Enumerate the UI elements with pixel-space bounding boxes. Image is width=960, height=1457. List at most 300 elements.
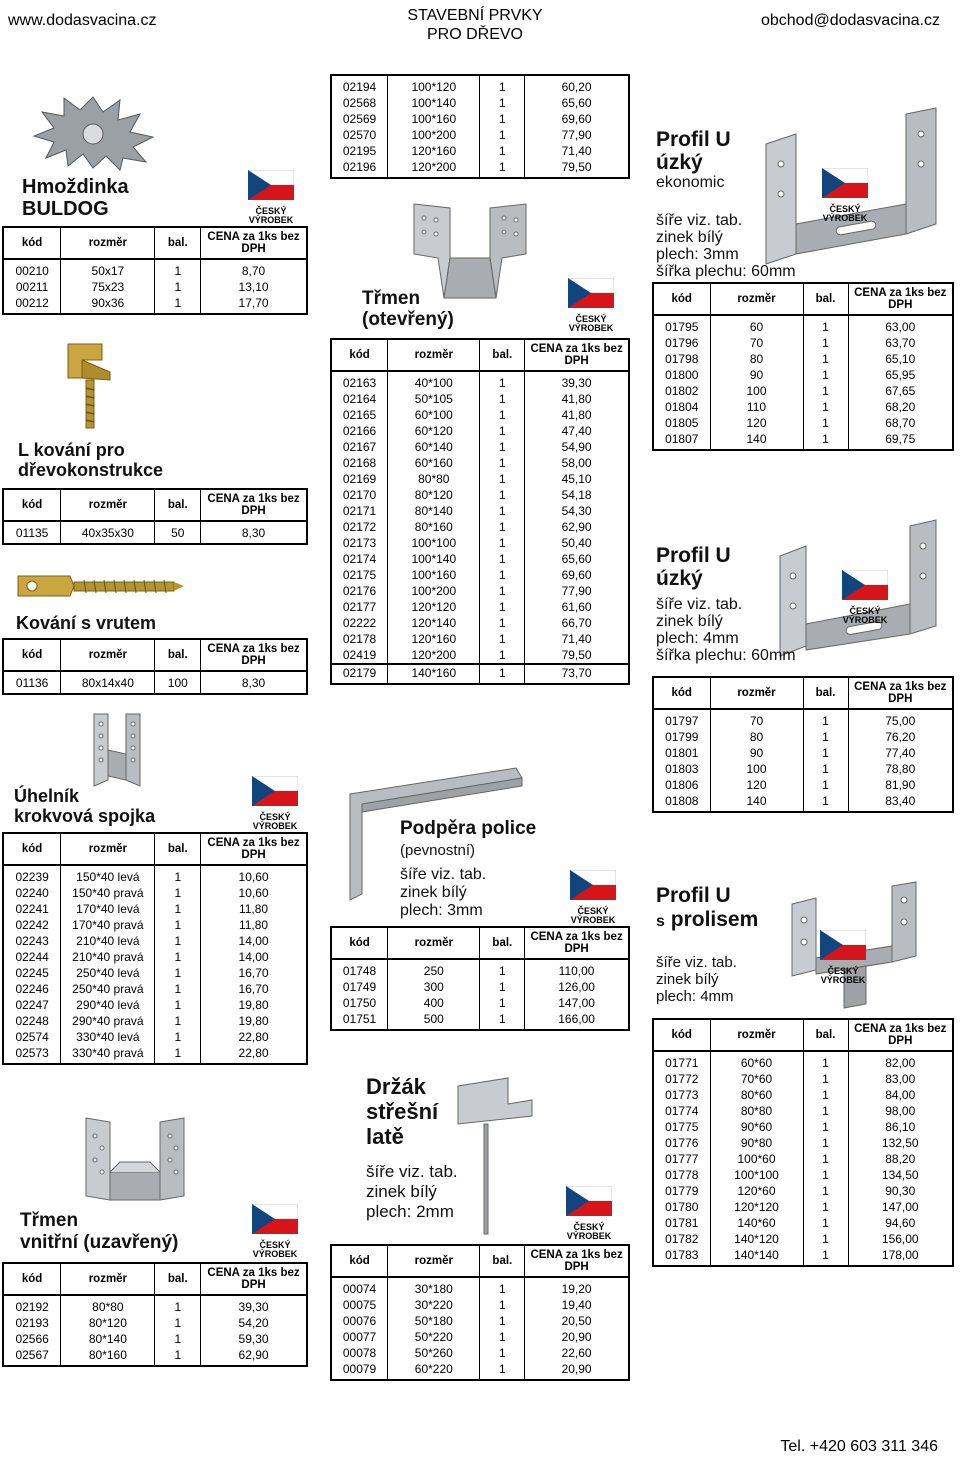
- buldog-price-table: [2, 226, 308, 315]
- table-row: [653, 729, 953, 745]
- cell-code: 01807: [653, 431, 710, 450]
- cell-pack: 1: [155, 1331, 201, 1347]
- cell-price: 63,00: [848, 315, 953, 335]
- cell-size: 50*105: [388, 391, 480, 407]
- cell-price: 54,20: [201, 1315, 307, 1331]
- flag-caption-line1: ČESKÝ: [575, 314, 607, 324]
- table-row: [331, 455, 629, 471]
- czech-flag-icon: [570, 870, 616, 925]
- header-code: kód: [3, 227, 61, 259]
- cell-price: 71,40: [525, 143, 629, 159]
- cell-price: 83,00: [848, 1071, 953, 1087]
- czech-flag-icon: [252, 776, 298, 831]
- cell-code: 02172: [331, 519, 388, 535]
- cell-price: 71,40: [525, 631, 629, 647]
- header-pack: bal.: [803, 1019, 848, 1051]
- screw-bracket-price-table: [2, 638, 308, 695]
- header-price: CENA za 1ks bez DPH: [848, 283, 953, 315]
- cell-price: 156,00: [848, 1231, 953, 1247]
- header-pack: bal.: [155, 639, 201, 671]
- cell-price: 20,90: [525, 1361, 629, 1380]
- profile-narrow-title-line1: Profil U: [656, 544, 731, 567]
- angle-connector-price-table: [2, 832, 308, 1065]
- batten-holder-title-line1: Držák: [366, 1074, 426, 1099]
- batten-holder-title: [366, 1074, 438, 1149]
- cell-pack: 1: [480, 959, 525, 979]
- cell-code: 00079: [331, 1361, 388, 1380]
- cell-price: 41,80: [525, 391, 629, 407]
- phone-number[interactable]: Tel. +420 603 311 346: [780, 1438, 938, 1455]
- cell-code: 00211: [3, 279, 61, 295]
- cell-price: 58,00: [525, 455, 629, 471]
- cell-price: 147,00: [525, 995, 629, 1011]
- spec-finish: zinek bílý: [400, 884, 467, 901]
- cell-code: 01783: [653, 1247, 710, 1266]
- cell-size: 80*120: [61, 1315, 155, 1331]
- header-size: rozměr: [388, 1245, 480, 1277]
- table-row: [3, 1315, 307, 1331]
- table-row: [331, 95, 629, 111]
- prolis-word: prolisem: [670, 908, 759, 931]
- cell-size: 60*60: [710, 1051, 803, 1071]
- spec-sheet-width: šířka plechu: 60mm: [656, 647, 796, 664]
- cell-price: 82,00: [848, 1051, 953, 1071]
- table-row: [331, 1011, 629, 1030]
- cell-size: 330*40 pravá: [61, 1045, 155, 1064]
- header-size: rozměr: [388, 339, 480, 371]
- table-row: [331, 551, 629, 567]
- header-price: CENA za 1ks bez DPH: [201, 1263, 307, 1295]
- table-row: [653, 1103, 953, 1119]
- table-row: [331, 487, 629, 503]
- cell-pack: 1: [480, 615, 525, 631]
- profile-eco-title-line2: úzký: [656, 151, 703, 174]
- spec-thickness: plech: 3mm: [400, 902, 483, 919]
- cell-code: 01772: [653, 1071, 710, 1087]
- table-row: [3, 1013, 307, 1029]
- profile-eco-price-table: [652, 282, 954, 451]
- cell-code: 02246: [3, 981, 61, 997]
- header-size: rozměr: [710, 1019, 803, 1051]
- cell-code: 01749: [331, 979, 388, 995]
- cell-code: 02166: [331, 423, 388, 439]
- cell-size: 60*120: [388, 423, 480, 439]
- table-row: [653, 1167, 953, 1183]
- open-hanger-title-line2: (otevřený): [362, 309, 454, 330]
- header-pack: bal.: [155, 1263, 201, 1295]
- cell-code: 00075: [331, 1297, 388, 1313]
- table-row: [653, 351, 953, 367]
- header-price: CENA za 1ks bez DPH: [525, 1245, 629, 1277]
- cell-pack: 1: [480, 111, 525, 127]
- table-row: [3, 865, 307, 885]
- cell-size: 250: [388, 959, 480, 979]
- cell-code: 02177: [331, 599, 388, 615]
- shelf-bracket-title: Podpěra police: [400, 818, 537, 839]
- table-row: [653, 431, 953, 450]
- cell-pack: 1: [155, 1029, 201, 1045]
- cell-size: 100*100: [710, 1167, 803, 1183]
- cell-code: 02567: [3, 1347, 61, 1366]
- table-row: [653, 761, 953, 777]
- cell-pack: 1: [155, 259, 201, 279]
- cell-code: 01780: [653, 1199, 710, 1215]
- spec-finish: zinek bílý: [656, 613, 723, 630]
- table-row: [331, 371, 629, 391]
- cell-pack: 100: [155, 671, 201, 694]
- table-row: [653, 745, 953, 761]
- cell-price: 8,30: [201, 671, 307, 694]
- open-hanger-price-table: [330, 338, 630, 685]
- angle-connector-title-line1: Úhelník: [14, 786, 80, 806]
- flag-graphic: [568, 278, 614, 308]
- inner-hanger-title: [20, 1210, 178, 1254]
- cell-pack: 1: [480, 487, 525, 503]
- table-row: [3, 901, 307, 917]
- cell-size: 60*100: [388, 407, 480, 423]
- table-header-row: [653, 1019, 953, 1051]
- table-row: [3, 1045, 307, 1064]
- cell-pack: 1: [480, 503, 525, 519]
- table-row: [3, 295, 307, 314]
- cell-code: 02167: [331, 439, 388, 455]
- cell-pack: 1: [480, 423, 525, 439]
- table-row: [3, 917, 307, 933]
- cell-code: 01799: [653, 729, 710, 745]
- cell-size: 120*60: [710, 1183, 803, 1199]
- cell-code: 02170: [331, 487, 388, 503]
- cell-code: 01750: [331, 995, 388, 1011]
- inner-hanger-title-line1: Třmen: [20, 1210, 79, 1231]
- cell-code: 02240: [3, 885, 61, 901]
- profile-narrow-specs: [656, 596, 796, 664]
- table-row: [653, 1071, 953, 1087]
- cell-code: 02570: [331, 127, 388, 143]
- cell-size: 120*200: [388, 159, 480, 178]
- table-header-row: [331, 927, 629, 959]
- cell-price: 61,60: [525, 599, 629, 615]
- cell-price: 83,40: [848, 793, 953, 812]
- flag-caption-line2: VÝROBEK: [566, 1231, 612, 1241]
- flag-caption: [252, 813, 298, 831]
- cell-price: 41,80: [525, 407, 629, 423]
- header-pack: bal.: [803, 677, 848, 709]
- cell-size: 100*100: [388, 535, 480, 551]
- spec-thickness: plech: 4mm: [656, 988, 734, 1005]
- cell-price: 110,00: [525, 959, 629, 979]
- cell-price: 14,00: [201, 949, 307, 965]
- cell-price: 16,70: [201, 981, 307, 997]
- flag-graphic: [252, 776, 298, 806]
- flag-caption-line1: ČESKÝ: [259, 812, 291, 822]
- batten-holder-image: [448, 1068, 538, 1248]
- table-header-row: [3, 227, 307, 259]
- cell-price: 10,60: [201, 865, 307, 885]
- cell-pack: 1: [155, 1347, 201, 1366]
- flag-caption-line1: ČESKÝ: [573, 1222, 605, 1232]
- cell-code: 02178: [331, 631, 388, 647]
- header-size: rozměr: [61, 833, 155, 865]
- cell-size: 80*60: [710, 1087, 803, 1103]
- czech-flag-icon: [842, 570, 888, 625]
- cell-price: 39,30: [201, 1295, 307, 1315]
- table-row: [3, 949, 307, 965]
- cell-code: 01802: [653, 383, 710, 399]
- table-row: [331, 1277, 629, 1297]
- cell-code: 01778: [653, 1167, 710, 1183]
- cell-pack: 1: [803, 761, 848, 777]
- website-url[interactable]: www.dodasvacina.cz: [8, 12, 157, 29]
- cell-size: 90*80: [710, 1135, 803, 1151]
- cell-code: 02239: [3, 865, 61, 885]
- shelf-bracket-price-table: [330, 926, 630, 1031]
- cell-size: 70: [710, 335, 803, 351]
- cell-size: 210*40 levá: [61, 933, 155, 949]
- cell-size: 120*200: [388, 647, 480, 664]
- table-row: [331, 664, 629, 684]
- cell-pack: 1: [480, 75, 525, 95]
- cell-price: 134,50: [848, 1167, 953, 1183]
- table-row: [331, 959, 629, 979]
- header-size: rozměr: [61, 1263, 155, 1295]
- cell-pack: 1: [480, 1361, 525, 1380]
- table-row: [653, 1135, 953, 1151]
- cell-price: 66,70: [525, 615, 629, 631]
- czech-flag-icon: [822, 168, 868, 223]
- cell-pack: 1: [803, 1247, 848, 1266]
- cell-size: 80*140: [388, 503, 480, 519]
- cell-pack: 50: [155, 521, 201, 544]
- cell-size: 60*160: [388, 455, 480, 471]
- cell-pack: 1: [803, 1119, 848, 1135]
- cell-size: 140: [710, 793, 803, 812]
- cell-code: 01795: [653, 315, 710, 335]
- profile-narrow-price-table: [652, 676, 954, 813]
- shelf-bracket-specs: [400, 866, 486, 920]
- cell-code: 01136: [3, 671, 61, 694]
- cell-size: 40*100: [388, 371, 480, 391]
- table-row: [3, 933, 307, 949]
- profile-prolis-title: [656, 884, 758, 934]
- cell-code: 02175: [331, 567, 388, 583]
- cell-code: 01796: [653, 335, 710, 351]
- cell-price: 86,10: [848, 1119, 953, 1135]
- profile-narrow-title-line2: úzký: [656, 567, 703, 590]
- cell-pack: 1: [155, 949, 201, 965]
- cell-pack: 1: [803, 1087, 848, 1103]
- table-row: [3, 521, 307, 544]
- cell-code: 02171: [331, 503, 388, 519]
- cell-code: 02573: [3, 1045, 61, 1064]
- cell-size: 80*140: [61, 1331, 155, 1347]
- profile-prolis-title-line2: [656, 908, 758, 934]
- open-hanger-title-line1: Třmen: [362, 288, 421, 309]
- cell-price: 11,80: [201, 901, 307, 917]
- cell-code: 02192: [3, 1295, 61, 1315]
- cell-code: 02245: [3, 965, 61, 981]
- cell-size: 80*80: [710, 1103, 803, 1119]
- cell-pack: 1: [480, 1345, 525, 1361]
- cell-pack: 1: [480, 159, 525, 178]
- cell-pack: 1: [480, 1329, 525, 1345]
- cell-pack: 1: [803, 367, 848, 383]
- cell-price: 69,60: [525, 567, 629, 583]
- cell-size: 80*160: [61, 1347, 155, 1366]
- page-title-line1: STAVEBNÍ PRVKY: [407, 7, 543, 24]
- table-row: [331, 75, 629, 95]
- cell-price: 19,80: [201, 997, 307, 1013]
- table-row: [331, 1345, 629, 1361]
- cell-price: 19,40: [525, 1297, 629, 1313]
- table-row: [653, 1247, 953, 1266]
- cell-code: 02241: [3, 901, 61, 917]
- cell-size: 140*140: [710, 1247, 803, 1266]
- cell-pack: 1: [480, 1297, 525, 1313]
- profile-eco-specs: [656, 212, 796, 280]
- cell-size: 300: [388, 979, 480, 995]
- cell-size: 290*40 pravá: [61, 1013, 155, 1029]
- cell-pack: 1: [480, 95, 525, 111]
- spec-width: šíře viz. tab.: [656, 212, 743, 229]
- table-row: [3, 1347, 307, 1366]
- cell-size: 80*80: [388, 471, 480, 487]
- cell-pack: 1: [155, 981, 201, 997]
- cell-pack: 1: [803, 729, 848, 745]
- cell-price: 39,30: [525, 371, 629, 391]
- czech-flag-icon: [252, 1204, 298, 1259]
- cell-price: 54,18: [525, 487, 629, 503]
- cell-code: 00074: [331, 1277, 388, 1297]
- cell-pack: 1: [480, 519, 525, 535]
- header-pack: bal.: [803, 283, 848, 315]
- table-row: [3, 1295, 307, 1315]
- header-price: CENA za 1ks bez DPH: [201, 489, 307, 521]
- cell-size: 140*160: [388, 664, 480, 684]
- header-price: CENA za 1ks bez DPH: [201, 227, 307, 259]
- cell-code: 02164: [331, 391, 388, 407]
- spec-thickness: plech: 4mm: [656, 630, 739, 647]
- table-row: [3, 1331, 307, 1347]
- flag-caption-line2: VÝROBEK: [252, 821, 298, 831]
- table-row: [331, 1313, 629, 1329]
- prolis-prefix: s: [656, 913, 665, 930]
- cell-size: 50*260: [388, 1345, 480, 1361]
- cell-pack: 1: [803, 1183, 848, 1199]
- angle-connector-title-line2: krokvová spojka: [14, 806, 156, 826]
- cell-price: 79,50: [525, 647, 629, 664]
- cell-code: 02165: [331, 407, 388, 423]
- table-row: [331, 439, 629, 455]
- cell-size: 100*60: [710, 1151, 803, 1167]
- table-row: [3, 885, 307, 901]
- buldog-connector-image: [28, 92, 158, 172]
- flag-caption-line1: ČESKÝ: [829, 204, 861, 214]
- cell-code: 01800: [653, 367, 710, 383]
- cell-price: 94,60: [848, 1215, 953, 1231]
- profile-eco-title-line1: Profil U: [656, 128, 731, 151]
- flag-caption: [252, 1241, 298, 1259]
- header-price: CENA za 1ks bez DPH: [848, 677, 953, 709]
- table-row: [331, 995, 629, 1011]
- profile-eco-subtitle: ekonomic: [656, 174, 725, 191]
- spec-width: šíře viz. tab.: [656, 954, 737, 971]
- cell-size: 140*60: [710, 1215, 803, 1231]
- cell-price: 132,50: [848, 1135, 953, 1151]
- cell-pack: 1: [155, 1295, 201, 1315]
- cell-code: 02173: [331, 535, 388, 551]
- flag-caption: [568, 315, 614, 333]
- email-link[interactable]: obchod@dodasvacina.cz: [760, 12, 940, 29]
- cell-pack: 1: [480, 1011, 525, 1030]
- cell-code: 00077: [331, 1329, 388, 1345]
- cell-pack: 1: [155, 279, 201, 295]
- cell-size: 70*60: [710, 1071, 803, 1087]
- cell-code: 02222: [331, 615, 388, 631]
- cell-size: 80x14x40: [61, 671, 155, 694]
- header-pack: bal.: [155, 833, 201, 865]
- cell-pack: 1: [155, 1045, 201, 1064]
- cell-price: 79,50: [525, 159, 629, 178]
- hanger-top-price-table: [330, 74, 630, 179]
- buldog-title-line2: BULDOG: [22, 198, 109, 220]
- cell-code: 02193: [3, 1315, 61, 1331]
- cell-price: 166,00: [525, 1011, 629, 1030]
- cell-price: 45,10: [525, 471, 629, 487]
- cell-code: 00212: [3, 295, 61, 314]
- cell-pack: 1: [480, 143, 525, 159]
- czech-flag-icon: [820, 930, 866, 985]
- flag-caption: [566, 1223, 612, 1241]
- cell-size: 120: [710, 415, 803, 431]
- flag-graphic: [822, 168, 868, 198]
- cell-price: 62,90: [201, 1347, 307, 1366]
- cell-code: 02419: [331, 647, 388, 664]
- cell-pack: 1: [480, 979, 525, 995]
- cell-size: 100: [710, 761, 803, 777]
- cell-price: 178,00: [848, 1247, 953, 1266]
- cell-pack: 1: [480, 647, 525, 664]
- cell-code: 01771: [653, 1051, 710, 1071]
- table-row: [653, 1087, 953, 1103]
- flag-caption-line1: ČESKÝ: [577, 906, 609, 916]
- screw-bracket-image: [14, 566, 186, 606]
- inner-hanger-price-table: [2, 1262, 308, 1367]
- cell-code: 00076: [331, 1313, 388, 1329]
- cell-size: 330*40 levá: [61, 1029, 155, 1045]
- flag-graphic: [252, 1204, 298, 1234]
- cell-price: 68,70: [848, 415, 953, 431]
- cell-code: 02243: [3, 933, 61, 949]
- table-row: [653, 367, 953, 383]
- table-row: [331, 583, 629, 599]
- header-size: rozměr: [61, 489, 155, 521]
- flag-caption-line2: VÝROBEK: [248, 215, 294, 225]
- header-code: kód: [331, 339, 388, 371]
- table-row: [653, 399, 953, 415]
- cell-price: 98,00: [848, 1103, 953, 1119]
- flag-caption: [248, 207, 294, 225]
- cell-price: 65,10: [848, 351, 953, 367]
- cell-size: 80: [710, 729, 803, 745]
- table-row: [3, 279, 307, 295]
- batten-holder-specs: [366, 1162, 458, 1222]
- cell-code: 01135: [3, 521, 61, 544]
- cell-price: 73,70: [525, 664, 629, 684]
- flag-caption-line1: ČESKÝ: [259, 1240, 291, 1250]
- table-row: [3, 671, 307, 694]
- cell-size: 400: [388, 995, 480, 1011]
- table-row: [331, 111, 629, 127]
